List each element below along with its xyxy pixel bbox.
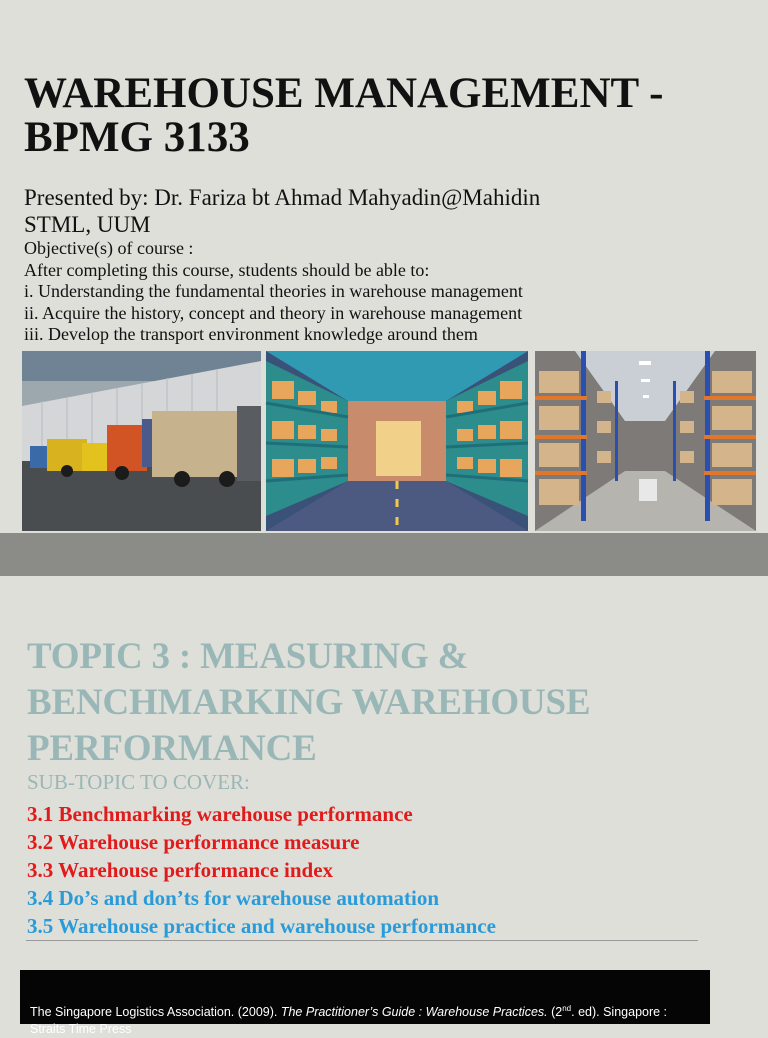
subtopic-item: 3.4 Do’s and don’ts for warehouse automation [27,886,440,910]
slide-title: WAREHOUSE MANAGEMENT - BPMG 3133 [24,70,664,161]
presenter-block [24,184,540,238]
reference-citation [30,1000,702,1038]
presenter-name: Presented by: Dr. Fariza bt Ahmad Mahyadin@Mahidin [24,185,541,210]
slide-separator-band [0,533,768,576]
objective-item: ii. Acquire the history, concept and theory in warehouse management [24,302,523,323]
reference-authors: The Singapore Logistics Association. (2009). [30,1005,281,1020]
reference-edition-end: . ed). Singapore : [571,1005,668,1020]
presenter-affiliation: STML, UUM [24,212,151,237]
reference-edition: (2 [547,1005,563,1020]
subtopic-item: 3.1 Benchmarking warehouse performance [27,802,413,826]
warehouse-illustration [266,351,528,531]
subtopic-item: 3.3 Warehouse performance index [27,858,334,882]
rack-warehouse-photo [535,351,756,531]
subtopic-list [27,800,496,940]
reference-book-title: The Practitioner’s Guide : Warehouse Practices. [280,1005,548,1020]
objectives-block [24,238,523,346]
reference-edition-suffix: nd [562,1004,572,1013]
topic-title: TOPIC 3 : MEASURING & BENCHMARKING WAREHOUSE PERFORMANCE [27,636,591,769]
subtopic-label: SUB-TOPIC TO COVER: [27,770,250,794]
subtopic-item: 3.5 Warehouse practice and warehouse performance [27,914,496,938]
divider-line [26,940,698,941]
objective-item: iii. Develop the transport environment knowledge around them [24,324,478,344]
objectives-heading: Objective(s) of course : [24,238,194,258]
subtopic-item: 3.2 Warehouse performance measure [27,830,360,854]
objectives-intro: After completing this course, students should be able to: [24,259,430,280]
reference-box [20,970,710,1037]
trucks-photo [22,351,261,531]
reference-publisher: Straits Time Press [30,1022,132,1037]
objective-item: i. Understanding the fundamental theories in warehouse management [24,281,523,301]
